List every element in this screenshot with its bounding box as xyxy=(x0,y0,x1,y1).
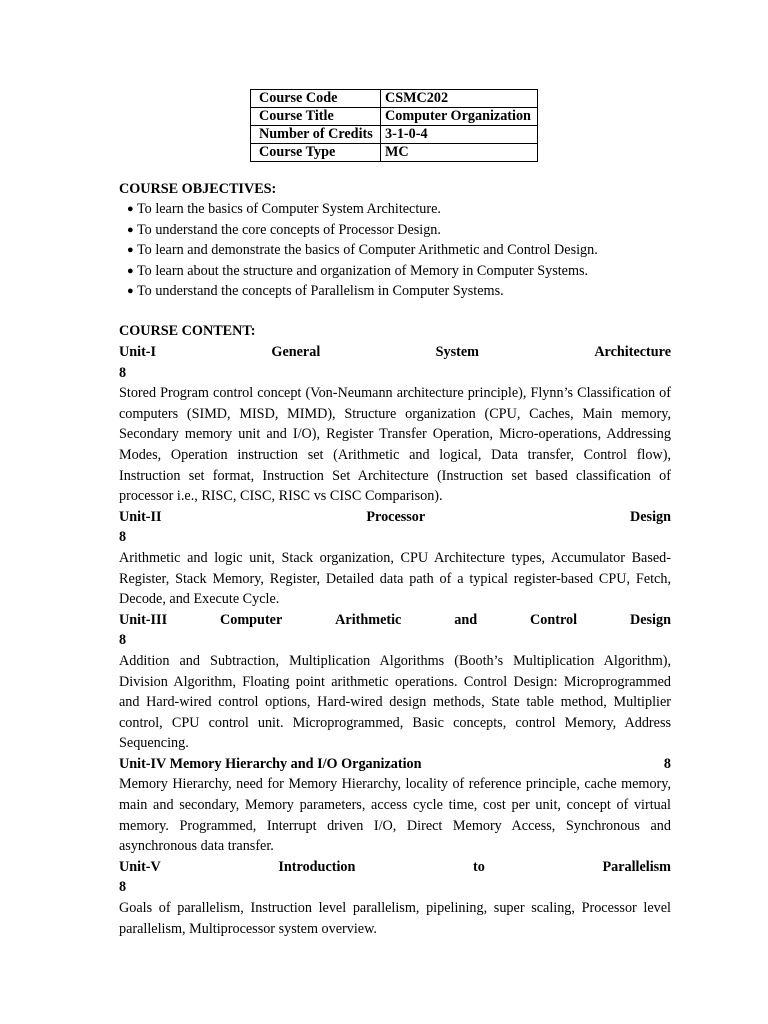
unit-description: Arithmetic and logic unit, Stack organization, CPU Architecture types, Accumulator Based- Register, Stack Memory, Register, Detailed data path of a typical register-based CPU, Fetch, Decode, and Execute Cycle. xyxy=(119,549,671,608)
list-item: ● To learn about the structure and organization of Memory in Computer Systems. xyxy=(119,261,598,282)
course-type-value: MC xyxy=(381,144,538,162)
unit-description: Goals of parallelism, Instruction level parallelism, pipelining, super scaling, Processor level parallelism, Multiprocessor system overview. xyxy=(119,900,671,937)
table-row xyxy=(251,108,538,126)
unit-4 xyxy=(119,754,671,857)
course-title-value: Computer Organization xyxy=(381,108,538,126)
unit-description: Memory Hierarchy, need for Memory Hierarchy, locality of reference principle, cache memory, main and secondary, Memory parameters, access cycle time, cost per unit, concept of virtual memory. Programmed, Interrupt driven I/O, Direct Memory Access, Synchronous and asynchronous data transfer. xyxy=(119,776,671,855)
bullet-icon: ● xyxy=(127,285,134,298)
course-content xyxy=(119,342,671,939)
unit-hours: 8 xyxy=(663,755,671,772)
unit-hours: 8 xyxy=(119,529,127,546)
unit-description: Stored Program control concept (Von-Neumann architecture principle), Flynn’s Classification of computers (SIMD, MISD, MIMD), Structure organization (CPU, Caches, Main memory, Secondary memory unit and I/O), Register Transfer Operation, Micro-operations, Addressing Modes, Operation instruction set (Arithmetic and logical, Data transfer, Control flow), Instruction set format, Instruction Set Architecture (Instruction set based classification of processor i.e., RISC, CISC, RISC vs CISC Comparison). xyxy=(119,385,671,505)
table-row xyxy=(251,126,538,144)
unit-5 xyxy=(119,857,671,939)
credits-label: Number of Credits xyxy=(251,126,381,144)
list-item: ● To understand the concepts of Parallelism in Computer Systems. xyxy=(119,281,598,302)
list-item: ● To learn and demonstrate the basics of Computer Arithmetic and Control Design. xyxy=(119,240,598,261)
course-code-value: CSMC202 xyxy=(381,90,538,108)
content-heading: COURSE CONTENT: xyxy=(119,323,256,339)
unit-hours: 8 xyxy=(119,632,127,649)
unit-heading: Unit-I General System Architecture xyxy=(119,344,671,360)
unit-heading: Unit-V Introduction to Parallelism xyxy=(119,858,671,875)
unit-1 xyxy=(119,342,671,507)
bullet-icon: ● xyxy=(127,264,134,277)
unit-3 xyxy=(119,610,671,754)
unit-heading: Unit-IV Memory Hierarchy and I/O Organization 8 xyxy=(119,754,671,775)
bullet-icon: ● xyxy=(127,244,134,257)
unit-hours: 8 xyxy=(119,879,127,896)
unit-hours: 8 xyxy=(119,364,127,381)
list-item: ● To understand the core concepts of Processor Design. xyxy=(119,220,598,241)
bullet-icon: ● xyxy=(127,203,134,215)
course-title-label: Course Title xyxy=(251,108,381,126)
unit-2 xyxy=(119,507,671,610)
unit-heading: Unit-III Computer Arithmetic and Control Design xyxy=(119,611,671,628)
credits-value: 3-1-0-4 xyxy=(381,126,538,144)
course-info-table xyxy=(250,89,538,162)
list-item: ● To learn the basics of Computer System Architecture. xyxy=(119,199,598,220)
course-code-label: Course Code xyxy=(251,90,381,108)
table-row xyxy=(251,144,538,162)
unit-heading: Unit-II Processor Design xyxy=(119,508,671,525)
objectives-list xyxy=(119,199,598,302)
objectives-heading: COURSE OBJECTIVES: xyxy=(119,181,277,197)
bullet-icon: ● xyxy=(127,223,134,236)
course-type-label: Course Type xyxy=(251,144,381,162)
unit-description: Addition and Subtraction, Multiplication Algorithms (Booth’s Multiplication Algorithm), Division Algorithm, Floating point arithmetic operations. Control Design: Microprogrammed and Hard-wired control options, Hard-wired design methods, State table method, Multiplier control, CPU control unit. Microprogrammed, Basic concepts, control Memory, Address Sequencing. xyxy=(119,652,671,752)
table-row xyxy=(251,90,538,108)
